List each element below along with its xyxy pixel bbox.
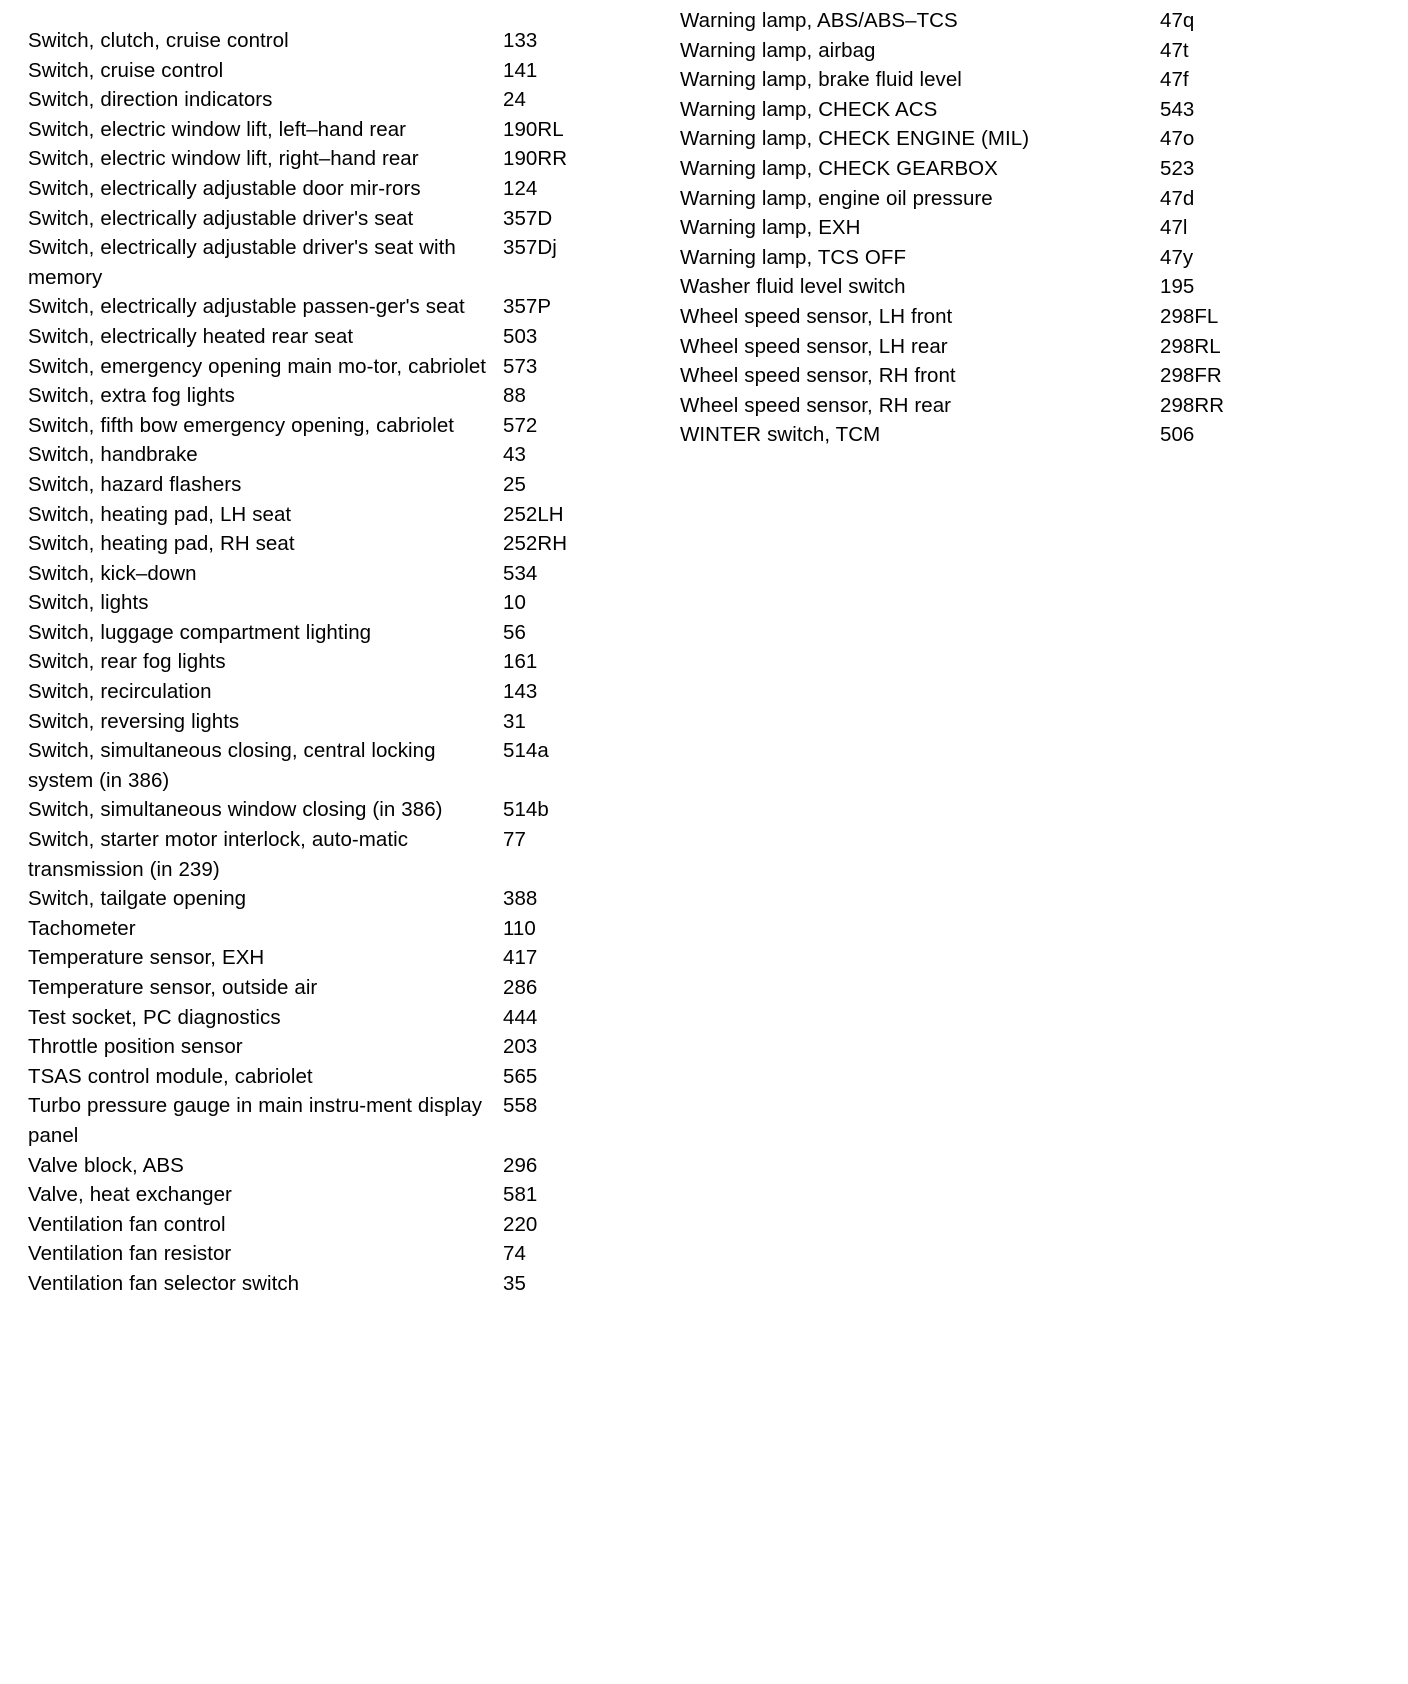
index-entry — [680, 124, 1400, 154]
index-entry-name: Switch, clutch, cruise control — [28, 29, 289, 52]
index-entry-name: Wheel speed sensor, RH rear — [680, 393, 952, 417]
index-entry-code: 47l — [1160, 216, 1188, 240]
index-entry-name: Switch, electrically adjustable driver's seat with memory — [28, 236, 456, 289]
index-entry-name: Ventilation fan resistor — [28, 1242, 232, 1266]
index-entry-name: WINTER switch, TCM — [680, 423, 881, 447]
index-entry — [28, 56, 660, 86]
index-entry-name: Valve block, ABS — [28, 1153, 184, 1177]
index-entry — [28, 884, 660, 914]
index-entry — [28, 322, 660, 352]
index-entry-code: 514b — [503, 798, 549, 822]
index-entry-name: Warning lamp, EXH — [680, 216, 861, 240]
index-entry-name: Warning lamp, TCS OFF — [680, 245, 907, 269]
index-entry-name: Throttle position sensor — [28, 1035, 243, 1059]
index-entry — [28, 1210, 660, 1240]
index-entry-name: Switch, electrically adjustable passen-ger's seat — [28, 295, 465, 319]
index-entry — [28, 618, 660, 648]
index-entry — [28, 529, 660, 559]
index-entry-name: Washer fluid level switch — [680, 275, 906, 299]
index-entry-code: 357D — [503, 206, 553, 230]
index-entry — [28, 204, 660, 234]
index-entry-code: 88 — [503, 384, 526, 408]
index-entry-code: 195 — [1160, 275, 1195, 299]
index-entry — [28, 1003, 660, 1033]
index-entry — [28, 440, 660, 470]
index-entry — [28, 588, 660, 618]
index-entry-code: 47y — [1160, 245, 1194, 269]
index-entry-name: Turbo pressure gauge in main instru-ment display panel — [28, 1094, 483, 1147]
index-entry-name: Warning lamp, CHECK GEARBOX — [680, 156, 998, 180]
index-entry — [28, 115, 660, 145]
index-entry-code: 298FL — [1160, 304, 1219, 328]
index-entry — [28, 1239, 660, 1269]
index-entry-code: 31 — [503, 709, 526, 733]
index-entry-name: Switch, tailgate opening — [28, 887, 247, 911]
index-entry-name: Switch, emergency opening main mo-tor, cabriolet — [28, 354, 487, 378]
index-entry-code: 47o — [1160, 127, 1195, 151]
index-entry-code: 143 — [503, 680, 538, 704]
index-entry-code: 43 — [503, 443, 526, 467]
index-entry — [28, 1062, 660, 1092]
index-entry-name: Warning lamp, ABS/ABS–TCS — [680, 9, 958, 32]
index-entry-code: 534 — [503, 561, 538, 585]
index-entry-code: 523 — [1160, 156, 1195, 180]
index-entry — [28, 470, 660, 500]
index-entry-code: 298FR — [1160, 364, 1222, 388]
index-entry — [28, 352, 660, 382]
index-entry-code: 573 — [503, 354, 538, 378]
index-entry — [28, 677, 660, 707]
index-entry-code: 252RH — [503, 532, 568, 556]
index-entry-code: 47t — [1160, 38, 1189, 62]
index-entry-name: Switch, electrically adjustable driver's seat — [28, 206, 414, 230]
index-entry-name: Switch, heating pad, LH seat — [28, 502, 292, 526]
index-entry-name: Test socket, PC diagnostics — [28, 1005, 281, 1029]
index-entry-name: Switch, heating pad, RH seat — [28, 532, 295, 556]
index-entry-name: Switch, simultaneous closing, central locking system (in 386) — [28, 739, 436, 792]
index-entry-name: Warning lamp, airbag — [680, 38, 876, 62]
index-entry-code: 190RR — [503, 147, 568, 171]
index-entry — [28, 1269, 660, 1299]
index-entry-code: 47f — [1160, 68, 1189, 92]
index-entry — [680, 213, 1400, 243]
index-entry — [28, 1180, 660, 1210]
left-index-column — [0, 0, 660, 1299]
index-entry-code: 25 — [503, 472, 526, 496]
index-entry — [680, 6, 1400, 36]
index-entry-code: 298RL — [1160, 334, 1221, 358]
index-entry-name: Switch, rear fog lights — [28, 650, 226, 674]
index-entry-code: 357Dj — [503, 236, 557, 260]
index-entry — [28, 1091, 660, 1150]
index-entry-name: Ventilation fan control — [28, 1212, 226, 1236]
index-entry-name: Switch, extra fog lights — [28, 384, 235, 408]
index-entry-code: 506 — [1160, 423, 1195, 447]
index-entry — [28, 707, 660, 737]
index-entry-name: Tachometer — [28, 916, 136, 940]
index-entry-name: Switch, handbrake — [28, 443, 198, 467]
index-entry-code: 298RR — [1160, 393, 1225, 417]
index-entry — [680, 391, 1400, 421]
index-entry — [680, 95, 1400, 125]
index-entry-code: 220 — [503, 1212, 538, 1236]
index-entry-name: Warning lamp, CHECK ENGINE (MIL) — [680, 127, 1030, 151]
index-entry — [28, 914, 660, 944]
index-entry-code: 10 — [503, 591, 526, 615]
index-entry-name: Wheel speed sensor, RH front — [680, 364, 956, 388]
index-entry-code: 35 — [503, 1271, 526, 1295]
index-entry-name: Wheel speed sensor, LH rear — [680, 334, 948, 358]
index-entry — [28, 233, 660, 292]
index-entry-name: Switch, recirculation — [28, 680, 212, 704]
index-entry-name: TSAS control module, cabriolet — [28, 1064, 313, 1088]
index-entry-name: Switch, hazard flashers — [28, 472, 242, 496]
index-entry-name: Switch, starter motor interlock, auto-matic transmission (in 239) — [28, 828, 409, 881]
index-entry-code: 77 — [503, 828, 526, 852]
index-entry-name: Switch, luggage compartment lighting — [28, 620, 372, 644]
index-entry — [28, 825, 660, 884]
index-entry-name: Ventilation fan selector switch — [28, 1271, 300, 1295]
index-entry-code: 572 — [503, 413, 538, 437]
index-entry — [28, 26, 660, 56]
index-entry-name: Switch, electrically heated rear seat — [28, 324, 354, 348]
index-entry-code: 47d — [1160, 186, 1195, 210]
index-entry — [680, 243, 1400, 273]
index-entry-code: 252LH — [503, 502, 564, 526]
index-entry — [28, 411, 660, 441]
index-entry — [680, 272, 1400, 302]
index-entry-name: Warning lamp, CHECK ACS — [680, 97, 938, 121]
index-entry-code: 417 — [503, 946, 538, 970]
index-entry — [28, 736, 660, 795]
index-entry-name: Switch, reversing lights — [28, 709, 240, 733]
index-entry-name: Valve, heat exchanger — [28, 1183, 232, 1207]
index-entry-name: Wheel speed sensor, LH front — [680, 304, 953, 328]
index-entry-name: Switch, kick–down — [28, 561, 197, 585]
index-entry — [28, 500, 660, 530]
index-entry-code: 503 — [503, 324, 538, 348]
index-entry — [680, 420, 1400, 450]
index-entry — [680, 65, 1400, 95]
index-entry — [680, 36, 1400, 66]
index-entry-code: 141 — [503, 58, 538, 82]
index-entry-name: Switch, fifth bow emergency opening, cabriolet — [28, 413, 455, 437]
index-entry-code: 543 — [1160, 97, 1195, 121]
index-entry-name: Switch, cruise control — [28, 58, 224, 82]
index-entry — [28, 559, 660, 589]
index-entry-name: Switch, lights — [28, 591, 149, 615]
index-entry-code: 133 — [503, 29, 538, 52]
index-entry — [28, 973, 660, 1003]
index-entry-code: 388 — [503, 887, 538, 911]
index-entry-code: 444 — [503, 1005, 538, 1029]
index-entry-code: 581 — [503, 1183, 538, 1207]
index-entry-code: 47q — [1160, 9, 1195, 32]
index-entry — [28, 144, 660, 174]
index-entry-code: 190RL — [503, 117, 564, 141]
index-entry-code: 74 — [503, 1242, 526, 1266]
index-entry-name: Switch, electrically adjustable door mir-rors — [28, 176, 421, 200]
index-entry-code: 203 — [503, 1035, 538, 1059]
index-entry — [28, 85, 660, 115]
index-entry — [28, 647, 660, 677]
index-entry — [28, 1151, 660, 1181]
index-entry — [680, 302, 1400, 332]
index-entry-code: 24 — [503, 88, 526, 112]
index-entry-name: Switch, electric window lift, right–hand rear — [28, 147, 419, 171]
index-entry-name: Switch, simultaneous window closing (in 386) — [28, 798, 443, 822]
index-entry-name: Switch, direction indicators — [28, 88, 273, 112]
index-entry — [28, 174, 660, 204]
index-entry-code: 110 — [503, 916, 536, 940]
index-entry-name: Temperature sensor, EXH — [28, 946, 265, 970]
index-entry-code: 56 — [503, 620, 526, 644]
index-entry-code: 286 — [503, 976, 538, 999]
index-entry — [28, 795, 660, 825]
index-entry — [28, 381, 660, 411]
index-entry-code: 161 — [503, 650, 538, 674]
index-entry-name: Warning lamp, brake fluid level — [680, 68, 962, 92]
index-entry — [28, 943, 660, 973]
index-entry-name: Temperature sensor, outside air — [28, 976, 318, 999]
index-entry-code: 357P — [503, 295, 552, 319]
index-entry-code: 558 — [503, 1094, 538, 1118]
index-entry — [680, 361, 1400, 391]
index-entry — [680, 184, 1400, 214]
index-entry — [28, 292, 660, 322]
index-entry — [680, 154, 1400, 184]
index-entry-code: 514a — [503, 739, 549, 763]
right-index-column — [660, 0, 1400, 450]
index-entry — [28, 1032, 660, 1062]
index-entry-name: Switch, electric window lift, left–hand rear — [28, 117, 407, 141]
index-entry-code: 296 — [503, 1153, 538, 1177]
index-entry-code: 565 — [503, 1064, 538, 1088]
index-entry-name: Warning lamp, engine oil pressure — [680, 186, 993, 210]
index-entry-code: 124 — [503, 176, 538, 200]
index-entry — [680, 332, 1400, 362]
